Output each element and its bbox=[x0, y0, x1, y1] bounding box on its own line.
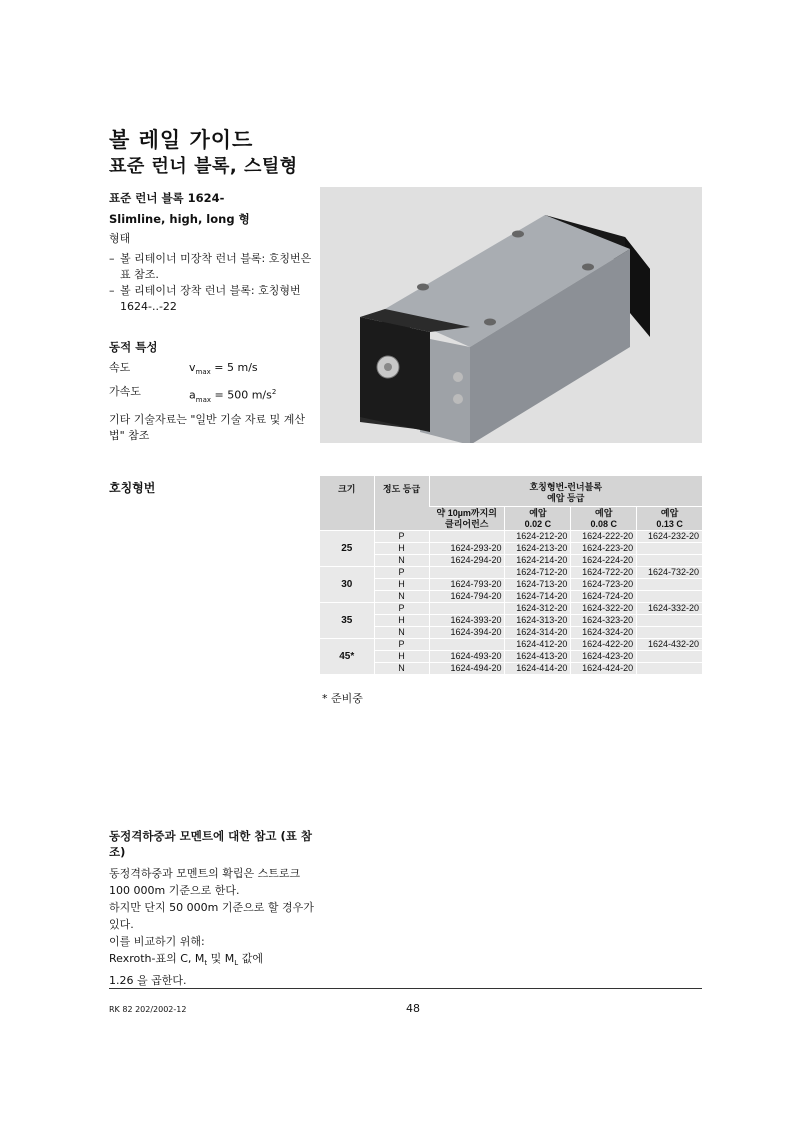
part-number-cell: 1624-412-20 bbox=[505, 638, 571, 650]
part-number-cell: 1624-313-20 bbox=[505, 614, 571, 626]
sub-col-header: 예압 0.02 C bbox=[505, 506, 571, 530]
part-number-cell: 1624-223-20 bbox=[571, 542, 637, 554]
reference-text: 1.26 을 곱한다. bbox=[109, 974, 187, 988]
part-number-cell bbox=[429, 530, 505, 542]
footnote: * 준비중 bbox=[322, 692, 363, 705]
part-number-cell: 1624-793-20 bbox=[429, 578, 505, 590]
part-number-table bbox=[320, 476, 702, 674]
part-number-cell: 1624-323-20 bbox=[571, 614, 637, 626]
col-group-header: 호칭형번-런너블록 예압 등급 bbox=[429, 476, 702, 506]
reference-text: 이를 비교하기 위해: bbox=[109, 935, 205, 948]
part-number-cell: 1624-212-20 bbox=[505, 530, 571, 542]
class-cell: H bbox=[374, 542, 429, 554]
part-number-cell: 1624-213-20 bbox=[505, 542, 571, 554]
part-number-cell bbox=[429, 602, 505, 614]
part-number-cell: 1624-794-20 bbox=[429, 590, 505, 602]
part-number-cell: 1624-493-20 bbox=[429, 650, 505, 662]
part-number-cell: 1624-712-20 bbox=[505, 566, 571, 578]
table-row bbox=[320, 530, 702, 542]
part-number-cell: 1624-722-20 bbox=[571, 566, 637, 578]
part-number-cell: 1624-224-20 bbox=[571, 554, 637, 566]
table-row bbox=[320, 626, 702, 638]
class-cell: P bbox=[374, 566, 429, 578]
part-number-cell: 1624-214-20 bbox=[505, 554, 571, 566]
class-cell: H bbox=[374, 578, 429, 590]
part-number-cell: 1624-424-20 bbox=[571, 662, 637, 674]
dynamics-note: 기타 기술자료는 "일반 기술 자료 및 계산법" 참조 bbox=[109, 413, 306, 443]
page-subtitle: 표준 런너 블록, 스틸형 bbox=[109, 156, 298, 177]
table-row bbox=[320, 662, 702, 674]
part-number-cell bbox=[637, 662, 702, 674]
part-number-cell bbox=[637, 614, 702, 626]
part-number-cell: 1624-414-20 bbox=[505, 662, 571, 674]
part-number-cell bbox=[637, 542, 702, 554]
page-number: 48 bbox=[406, 1002, 420, 1015]
class-cell: N bbox=[374, 590, 429, 602]
class-cell: N bbox=[374, 662, 429, 674]
part-number-cell: 1624-314-20 bbox=[505, 626, 571, 638]
part-number-section-title: 호칭형번 bbox=[109, 481, 156, 495]
part-number-cell: 1624-394-20 bbox=[429, 626, 505, 638]
part-number-cell bbox=[637, 590, 702, 602]
intro-block bbox=[109, 190, 314, 315]
class-cell: P bbox=[374, 530, 429, 542]
part-number-cell: 1624-332-20 bbox=[637, 602, 702, 614]
bullet-item: – 볼 리테이너 미장착 런너 블록: 호칭번은 표 참조. bbox=[109, 252, 312, 281]
part-number-cell: 1624-293-20 bbox=[429, 542, 505, 554]
part-number-cell bbox=[637, 554, 702, 566]
part-number-cell: 1624-714-20 bbox=[505, 590, 571, 602]
size-cell: 25 bbox=[320, 530, 374, 566]
size-cell: 45* bbox=[320, 638, 374, 674]
bullet-item: – 볼 리테이너 장착 런너 블록: 호칭형번 1624-..-22 bbox=[109, 284, 301, 313]
sub-col-header: 약 10µm까지의 클리어런스 bbox=[429, 506, 505, 530]
footer-divider bbox=[109, 988, 702, 989]
part-number-cell: 1624-294-20 bbox=[429, 554, 505, 566]
part-number-cell: 1624-724-20 bbox=[571, 590, 637, 602]
size-cell: 35 bbox=[320, 602, 374, 638]
intro-subheading: Slimline, high, long 형 bbox=[109, 212, 250, 226]
size-cell: 30 bbox=[320, 566, 374, 602]
part-number-cell bbox=[637, 626, 702, 638]
class-cell: P bbox=[374, 638, 429, 650]
part-number-cell: 1624-222-20 bbox=[571, 530, 637, 542]
table-row bbox=[320, 638, 702, 650]
col-class-header: 정도 등급 bbox=[374, 476, 429, 530]
part-number-cell: 1624-494-20 bbox=[429, 662, 505, 674]
intro-heading: 표준 런너 블록 1624- bbox=[109, 191, 225, 205]
sub-col-header: 예압 0.08 C bbox=[571, 506, 637, 530]
page-title: 볼 레일 가이드 bbox=[109, 128, 254, 152]
part-number-cell bbox=[429, 638, 505, 650]
part-number-cell: 1624-422-20 bbox=[571, 638, 637, 650]
part-number-cell: 1624-324-20 bbox=[571, 626, 637, 638]
class-cell: H bbox=[374, 614, 429, 626]
reference-text: 하지만 단지 50 000m 기준으로 할 경우가 있다. bbox=[109, 901, 314, 931]
table-row bbox=[320, 590, 702, 602]
class-cell: P bbox=[374, 602, 429, 614]
part-number-cell: 1624-732-20 bbox=[637, 566, 702, 578]
table-row bbox=[320, 542, 702, 554]
part-number-cell: 1624-713-20 bbox=[505, 578, 571, 590]
table-row bbox=[320, 566, 702, 578]
form-label: 형태 bbox=[109, 232, 131, 245]
reference-title: 동정격하중과 모멘트에 대한 참고 (표 참조) bbox=[109, 829, 313, 859]
reference-text: 동정격하중과 모멘트의 확립은 스트로크 100 000m 기준으로 한다. bbox=[109, 867, 301, 897]
dynamics-heading: 동적 특성 bbox=[109, 340, 158, 354]
class-cell: H bbox=[374, 650, 429, 662]
part-number-cell: 1624-413-20 bbox=[505, 650, 571, 662]
part-number-cell: 1624-423-20 bbox=[571, 650, 637, 662]
footer-doc-id: RK 82 202/2002-12 bbox=[109, 1005, 187, 1014]
dynamics-block bbox=[109, 339, 314, 444]
part-number-cell: 1624-393-20 bbox=[429, 614, 505, 626]
table-row bbox=[320, 554, 702, 566]
part-number-cell bbox=[429, 566, 505, 578]
part-number-cell: 1624-322-20 bbox=[571, 602, 637, 614]
part-number-cell: 1624-232-20 bbox=[637, 530, 702, 542]
part-number-cell: 1624-723-20 bbox=[571, 578, 637, 590]
table-row bbox=[320, 614, 702, 626]
speed-row: 속도 $v_{max} = 5$ m/s bbox=[109, 361, 258, 377]
table-row bbox=[320, 602, 702, 614]
reference-block bbox=[109, 828, 324, 989]
table-row bbox=[320, 578, 702, 590]
part-number-cell bbox=[637, 578, 702, 590]
part-number-cell bbox=[637, 650, 702, 662]
part-number-cell: 1624-432-20 bbox=[637, 638, 702, 650]
runner-block-image bbox=[320, 187, 702, 443]
class-cell: N bbox=[374, 554, 429, 566]
part-number-table-body bbox=[320, 530, 702, 674]
sub-col-header: 예압 0.13 C bbox=[637, 506, 702, 530]
part-number-cell: 1624-312-20 bbox=[505, 602, 571, 614]
table-row bbox=[320, 650, 702, 662]
accel-row: 가속도 $a_{max} = 500$ $m/s^2$ bbox=[109, 385, 277, 405]
reference-text: Rexroth-표의 C, $M_t$ 및 $M_L$ 값에 bbox=[109, 952, 263, 968]
col-size-header: 크기 bbox=[320, 476, 374, 530]
class-cell: N bbox=[374, 626, 429, 638]
